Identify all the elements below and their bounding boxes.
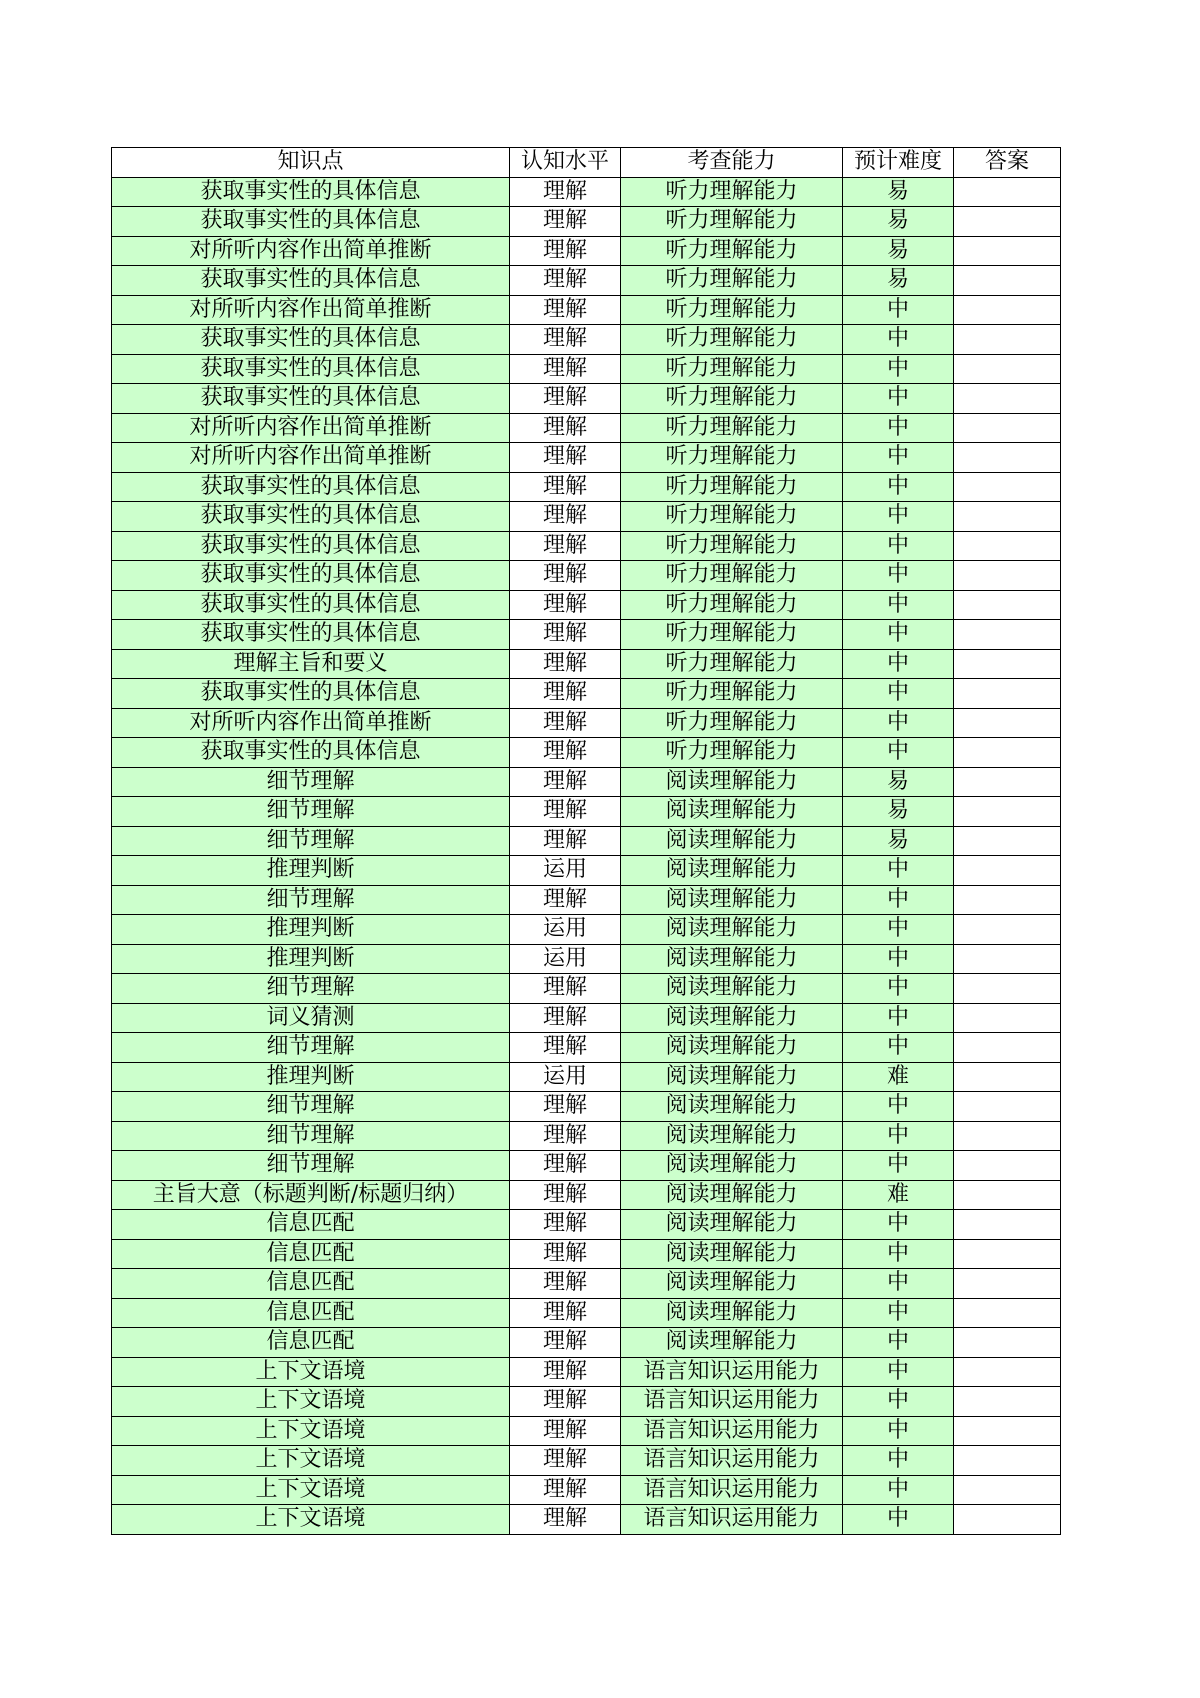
cell-knowledge-point: 词义猜测 (112, 1003, 510, 1033)
cell-answer (954, 915, 1061, 945)
table-row (112, 207, 1061, 237)
cell-estimated-difficulty: 易 (843, 207, 954, 237)
cell-answer (954, 1269, 1061, 1299)
table-row (112, 620, 1061, 650)
cell-answer (954, 354, 1061, 384)
cell-ability-tested: 阅读理解能力 (621, 1151, 843, 1181)
cell-ability-tested: 听力理解能力 (621, 413, 843, 443)
cell-answer (954, 1416, 1061, 1446)
cell-estimated-difficulty: 中 (843, 531, 954, 561)
cell-answer (954, 885, 1061, 915)
cell-cognitive-level: 理解 (510, 1180, 621, 1210)
cell-estimated-difficulty: 中 (843, 856, 954, 886)
cell-knowledge-point: 获取事实性的具体信息 (112, 177, 510, 207)
cell-estimated-difficulty: 难 (843, 1062, 954, 1092)
header-knowledge-point: 知识点 (112, 148, 510, 178)
cell-knowledge-point: 细节理解 (112, 885, 510, 915)
table-row (112, 325, 1061, 355)
cell-estimated-difficulty: 易 (843, 266, 954, 296)
cell-estimated-difficulty: 中 (843, 1387, 954, 1417)
cell-ability-tested: 阅读理解能力 (621, 1062, 843, 1092)
cell-knowledge-point: 推理判断 (112, 856, 510, 886)
cell-ability-tested: 听力理解能力 (621, 443, 843, 473)
table-row (112, 1092, 1061, 1122)
cell-knowledge-point: 理解主旨和要义 (112, 649, 510, 679)
cell-ability-tested: 听力理解能力 (621, 620, 843, 650)
cell-knowledge-point: 获取事实性的具体信息 (112, 472, 510, 502)
cell-answer (954, 620, 1061, 650)
cell-cognitive-level: 理解 (510, 1298, 621, 1328)
cell-cognitive-level: 运用 (510, 944, 621, 974)
cell-answer (954, 679, 1061, 709)
cell-cognitive-level: 运用 (510, 1062, 621, 1092)
cell-ability-tested: 阅读理解能力 (621, 1003, 843, 1033)
cell-ability-tested: 听力理解能力 (621, 177, 843, 207)
cell-cognitive-level: 理解 (510, 797, 621, 827)
table-row (112, 1387, 1061, 1417)
cell-answer (954, 649, 1061, 679)
cell-cognitive-level: 理解 (510, 1003, 621, 1033)
cell-cognitive-level: 理解 (510, 384, 621, 414)
cell-cognitive-level: 理解 (510, 295, 621, 325)
cell-knowledge-point: 对所听内容作出简单推断 (112, 236, 510, 266)
table-row (112, 885, 1061, 915)
cell-ability-tested: 阅读理解能力 (621, 1298, 843, 1328)
cell-estimated-difficulty: 中 (843, 1210, 954, 1240)
cell-answer (954, 708, 1061, 738)
cell-estimated-difficulty: 中 (843, 1003, 954, 1033)
cell-knowledge-point: 推理判断 (112, 915, 510, 945)
cell-ability-tested: 听力理解能力 (621, 472, 843, 502)
cell-estimated-difficulty: 中 (843, 1357, 954, 1387)
cell-answer (954, 1121, 1061, 1151)
cell-answer (954, 1357, 1061, 1387)
cell-answer (954, 1033, 1061, 1063)
cell-knowledge-point: 获取事实性的具体信息 (112, 738, 510, 768)
cell-ability-tested: 阅读理解能力 (621, 885, 843, 915)
cell-knowledge-point: 细节理解 (112, 1092, 510, 1122)
cell-estimated-difficulty: 中 (843, 443, 954, 473)
cell-cognitive-level: 理解 (510, 1416, 621, 1446)
cell-knowledge-point: 细节理解 (112, 974, 510, 1004)
table-row (112, 944, 1061, 974)
cell-cognitive-level: 理解 (510, 561, 621, 591)
cell-cognitive-level: 理解 (510, 649, 621, 679)
cell-cognitive-level: 理解 (510, 1210, 621, 1240)
cell-cognitive-level: 理解 (510, 1387, 621, 1417)
table-row (112, 413, 1061, 443)
table-row (112, 1062, 1061, 1092)
cell-answer (954, 1387, 1061, 1417)
table-row (112, 1328, 1061, 1358)
table-row (112, 236, 1061, 266)
cell-ability-tested: 阅读理解能力 (621, 1328, 843, 1358)
cell-knowledge-point: 信息匹配 (112, 1298, 510, 1328)
cell-knowledge-point: 上下文语境 (112, 1505, 510, 1535)
cell-ability-tested: 语言知识运用能力 (621, 1475, 843, 1505)
table-row (112, 826, 1061, 856)
cell-estimated-difficulty: 中 (843, 1298, 954, 1328)
cell-cognitive-level: 理解 (510, 1121, 621, 1151)
cell-ability-tested: 语言知识运用能力 (621, 1505, 843, 1535)
cell-answer (954, 177, 1061, 207)
cell-ability-tested: 听力理解能力 (621, 649, 843, 679)
cell-ability-tested: 听力理解能力 (621, 679, 843, 709)
cell-ability-tested: 阅读理解能力 (621, 826, 843, 856)
cell-estimated-difficulty: 中 (843, 1328, 954, 1358)
table-row (112, 679, 1061, 709)
cell-knowledge-point: 对所听内容作出简单推断 (112, 708, 510, 738)
cell-knowledge-point: 获取事实性的具体信息 (112, 561, 510, 591)
cell-knowledge-point: 对所听内容作出简单推断 (112, 295, 510, 325)
cell-knowledge-point: 获取事实性的具体信息 (112, 207, 510, 237)
cell-cognitive-level: 理解 (510, 472, 621, 502)
cell-cognitive-level: 理解 (510, 531, 621, 561)
cell-cognitive-level: 理解 (510, 207, 621, 237)
cell-estimated-difficulty: 难 (843, 1180, 954, 1210)
cell-estimated-difficulty: 中 (843, 885, 954, 915)
cell-estimated-difficulty: 中 (843, 413, 954, 443)
cell-cognitive-level: 运用 (510, 915, 621, 945)
cell-ability-tested: 听力理解能力 (621, 708, 843, 738)
table-row (112, 1121, 1061, 1151)
cell-ability-tested: 阅读理解能力 (621, 1210, 843, 1240)
cell-estimated-difficulty: 中 (843, 679, 954, 709)
cell-estimated-difficulty: 中 (843, 295, 954, 325)
cell-cognitive-level: 理解 (510, 354, 621, 384)
cell-estimated-difficulty: 中 (843, 384, 954, 414)
cell-ability-tested: 听力理解能力 (621, 384, 843, 414)
cell-ability-tested: 听力理解能力 (621, 236, 843, 266)
cell-cognitive-level: 理解 (510, 590, 621, 620)
cell-answer (954, 767, 1061, 797)
cell-answer (954, 1062, 1061, 1092)
cell-estimated-difficulty: 易 (843, 797, 954, 827)
cell-ability-tested: 阅读理解能力 (621, 944, 843, 974)
cell-answer (954, 472, 1061, 502)
cell-ability-tested: 阅读理解能力 (621, 1092, 843, 1122)
table-row (112, 1239, 1061, 1269)
cell-answer (954, 502, 1061, 532)
cell-estimated-difficulty: 中 (843, 472, 954, 502)
table-header (112, 148, 1061, 178)
table-row (112, 266, 1061, 296)
table-row (112, 974, 1061, 1004)
cell-answer (954, 1003, 1061, 1033)
cell-cognitive-level: 理解 (510, 974, 621, 1004)
cell-cognitive-level: 理解 (510, 443, 621, 473)
cell-estimated-difficulty: 易 (843, 767, 954, 797)
cell-estimated-difficulty: 中 (843, 561, 954, 591)
cell-ability-tested: 语言知识运用能力 (621, 1357, 843, 1387)
cell-knowledge-point: 推理判断 (112, 944, 510, 974)
table-row (112, 384, 1061, 414)
cell-ability-tested: 阅读理解能力 (621, 915, 843, 945)
cell-cognitive-level: 理解 (510, 236, 621, 266)
cell-knowledge-point: 获取事实性的具体信息 (112, 679, 510, 709)
cell-answer (954, 1446, 1061, 1476)
cell-answer (954, 1505, 1061, 1535)
cell-estimated-difficulty: 中 (843, 1475, 954, 1505)
cell-estimated-difficulty: 中 (843, 325, 954, 355)
cell-answer (954, 1180, 1061, 1210)
cell-cognitive-level: 理解 (510, 1033, 621, 1063)
cell-knowledge-point: 细节理解 (112, 1033, 510, 1063)
cell-estimated-difficulty: 中 (843, 1446, 954, 1476)
cell-answer (954, 826, 1061, 856)
cell-knowledge-point: 对所听内容作出简单推断 (112, 443, 510, 473)
cell-estimated-difficulty: 中 (843, 1033, 954, 1063)
cell-ability-tested: 听力理解能力 (621, 295, 843, 325)
cell-estimated-difficulty: 中 (843, 620, 954, 650)
question-spec-table (111, 147, 1061, 1535)
cell-knowledge-point: 信息匹配 (112, 1239, 510, 1269)
cell-knowledge-point: 细节理解 (112, 1151, 510, 1181)
cell-answer (954, 1210, 1061, 1240)
cell-estimated-difficulty: 中 (843, 915, 954, 945)
cell-estimated-difficulty: 中 (843, 1239, 954, 1269)
cell-estimated-difficulty: 中 (843, 944, 954, 974)
cell-cognitive-level: 理解 (510, 1239, 621, 1269)
cell-knowledge-point: 上下文语境 (112, 1475, 510, 1505)
cell-cognitive-level: 理解 (510, 413, 621, 443)
cell-answer (954, 384, 1061, 414)
cell-cognitive-level: 理解 (510, 1269, 621, 1299)
cell-ability-tested: 阅读理解能力 (621, 1180, 843, 1210)
cell-ability-tested: 听力理解能力 (621, 531, 843, 561)
cell-cognitive-level: 理解 (510, 502, 621, 532)
cell-ability-tested: 听力理解能力 (621, 266, 843, 296)
cell-ability-tested: 听力理解能力 (621, 325, 843, 355)
cell-knowledge-point: 细节理解 (112, 797, 510, 827)
cell-answer (954, 413, 1061, 443)
cell-estimated-difficulty: 易 (843, 236, 954, 266)
cell-answer (954, 1298, 1061, 1328)
cell-estimated-difficulty: 中 (843, 354, 954, 384)
cell-knowledge-point: 获取事实性的具体信息 (112, 384, 510, 414)
cell-answer (954, 974, 1061, 1004)
header-estimated-difficulty: 预计难度 (843, 148, 954, 178)
table-row (112, 1033, 1061, 1063)
cell-estimated-difficulty: 中 (843, 1269, 954, 1299)
cell-knowledge-point: 获取事实性的具体信息 (112, 354, 510, 384)
cell-estimated-difficulty: 中 (843, 590, 954, 620)
cell-cognitive-level: 理解 (510, 177, 621, 207)
cell-ability-tested: 听力理解能力 (621, 354, 843, 384)
cell-knowledge-point: 上下文语境 (112, 1357, 510, 1387)
cell-ability-tested: 阅读理解能力 (621, 767, 843, 797)
cell-ability-tested: 阅读理解能力 (621, 856, 843, 886)
table-row (112, 1003, 1061, 1033)
cell-estimated-difficulty: 易 (843, 177, 954, 207)
cell-ability-tested: 听力理解能力 (621, 207, 843, 237)
cell-answer (954, 1092, 1061, 1122)
table-row (112, 767, 1061, 797)
table-row (112, 1269, 1061, 1299)
cell-cognitive-level: 理解 (510, 266, 621, 296)
cell-answer (954, 531, 1061, 561)
cell-knowledge-point: 主旨大意（标题判断/标题归纳） (112, 1180, 510, 1210)
cell-knowledge-point: 获取事实性的具体信息 (112, 590, 510, 620)
cell-knowledge-point: 推理判断 (112, 1062, 510, 1092)
table-row (112, 738, 1061, 768)
cell-answer (954, 266, 1061, 296)
cell-ability-tested: 阅读理解能力 (621, 1239, 843, 1269)
cell-estimated-difficulty: 中 (843, 708, 954, 738)
table-row (112, 1180, 1061, 1210)
cell-knowledge-point: 细节理解 (112, 1121, 510, 1151)
cell-estimated-difficulty: 中 (843, 502, 954, 532)
cell-knowledge-point: 信息匹配 (112, 1328, 510, 1358)
cell-answer (954, 944, 1061, 974)
cell-answer (954, 797, 1061, 827)
cell-ability-tested: 阅读理解能力 (621, 797, 843, 827)
cell-cognitive-level: 理解 (510, 325, 621, 355)
cell-knowledge-point: 获取事实性的具体信息 (112, 325, 510, 355)
cell-ability-tested: 阅读理解能力 (621, 1033, 843, 1063)
cell-answer (954, 1328, 1061, 1358)
cell-cognitive-level: 理解 (510, 1092, 621, 1122)
cell-cognitive-level: 理解 (510, 1328, 621, 1358)
table-row (112, 590, 1061, 620)
table-row (112, 856, 1061, 886)
cell-knowledge-point: 获取事实性的具体信息 (112, 620, 510, 650)
cell-estimated-difficulty: 中 (843, 1416, 954, 1446)
cell-answer (954, 325, 1061, 355)
cell-cognitive-level: 理解 (510, 1357, 621, 1387)
cell-knowledge-point: 信息匹配 (112, 1269, 510, 1299)
cell-answer (954, 1239, 1061, 1269)
cell-knowledge-point: 对所听内容作出简单推断 (112, 413, 510, 443)
cell-answer (954, 561, 1061, 591)
cell-knowledge-point: 信息匹配 (112, 1210, 510, 1240)
cell-knowledge-point: 上下文语境 (112, 1446, 510, 1476)
cell-estimated-difficulty: 中 (843, 1151, 954, 1181)
cell-cognitive-level: 理解 (510, 1505, 621, 1535)
table-row (112, 1416, 1061, 1446)
cell-answer (954, 236, 1061, 266)
cell-cognitive-level: 理解 (510, 620, 621, 650)
table-row (112, 443, 1061, 473)
cell-cognitive-level: 理解 (510, 767, 621, 797)
cell-answer (954, 443, 1061, 473)
cell-answer (954, 1475, 1061, 1505)
table-row (112, 1298, 1061, 1328)
table-row (112, 1475, 1061, 1505)
header-row (112, 148, 1061, 178)
cell-ability-tested: 阅读理解能力 (621, 974, 843, 1004)
table-row (112, 1446, 1061, 1476)
table-row (112, 1151, 1061, 1181)
cell-knowledge-point: 上下文语境 (112, 1387, 510, 1417)
cell-knowledge-point: 获取事实性的具体信息 (112, 502, 510, 532)
cell-answer (954, 295, 1061, 325)
table-row (112, 502, 1061, 532)
cell-cognitive-level: 运用 (510, 856, 621, 886)
cell-cognitive-level: 理解 (510, 826, 621, 856)
cell-answer (954, 738, 1061, 768)
table-row (112, 797, 1061, 827)
cell-cognitive-level: 理解 (510, 738, 621, 768)
cell-cognitive-level: 理解 (510, 1151, 621, 1181)
table-row (112, 177, 1061, 207)
cell-cognitive-level: 理解 (510, 885, 621, 915)
table-row (112, 295, 1061, 325)
cell-knowledge-point: 上下文语境 (112, 1416, 510, 1446)
cell-answer (954, 856, 1061, 886)
cell-cognitive-level: 理解 (510, 679, 621, 709)
table-row (112, 1357, 1061, 1387)
table-row (112, 1505, 1061, 1535)
cell-estimated-difficulty: 中 (843, 1505, 954, 1535)
table-row (112, 472, 1061, 502)
cell-ability-tested: 语言知识运用能力 (621, 1387, 843, 1417)
table-row (112, 1210, 1061, 1240)
cell-answer (954, 207, 1061, 237)
table-row (112, 531, 1061, 561)
table-row (112, 915, 1061, 945)
cell-ability-tested: 阅读理解能力 (621, 1121, 843, 1151)
cell-ability-tested: 听力理解能力 (621, 561, 843, 591)
header-ability-tested: 考查能力 (621, 148, 843, 178)
cell-cognitive-level: 理解 (510, 1475, 621, 1505)
table-body (112, 177, 1061, 1534)
cell-ability-tested: 听力理解能力 (621, 738, 843, 768)
cell-estimated-difficulty: 中 (843, 1121, 954, 1151)
cell-knowledge-point: 获取事实性的具体信息 (112, 266, 510, 296)
table-row (112, 649, 1061, 679)
cell-estimated-difficulty: 中 (843, 974, 954, 1004)
cell-cognitive-level: 理解 (510, 1446, 621, 1476)
cell-ability-tested: 听力理解能力 (621, 502, 843, 532)
cell-estimated-difficulty: 中 (843, 649, 954, 679)
cell-ability-tested: 听力理解能力 (621, 590, 843, 620)
header-cognitive-level: 认知水平 (510, 148, 621, 178)
table-row (112, 354, 1061, 384)
cell-answer (954, 590, 1061, 620)
cell-cognitive-level: 理解 (510, 708, 621, 738)
cell-knowledge-point: 获取事实性的具体信息 (112, 531, 510, 561)
cell-ability-tested: 语言知识运用能力 (621, 1446, 843, 1476)
cell-knowledge-point: 细节理解 (112, 826, 510, 856)
cell-estimated-difficulty: 易 (843, 826, 954, 856)
cell-estimated-difficulty: 中 (843, 1092, 954, 1122)
table-row (112, 708, 1061, 738)
header-answer: 答案 (954, 148, 1061, 178)
table-row (112, 561, 1061, 591)
cell-ability-tested: 阅读理解能力 (621, 1269, 843, 1299)
cell-ability-tested: 语言知识运用能力 (621, 1416, 843, 1446)
cell-estimated-difficulty: 中 (843, 738, 954, 768)
cell-knowledge-point: 细节理解 (112, 767, 510, 797)
cell-answer (954, 1151, 1061, 1181)
